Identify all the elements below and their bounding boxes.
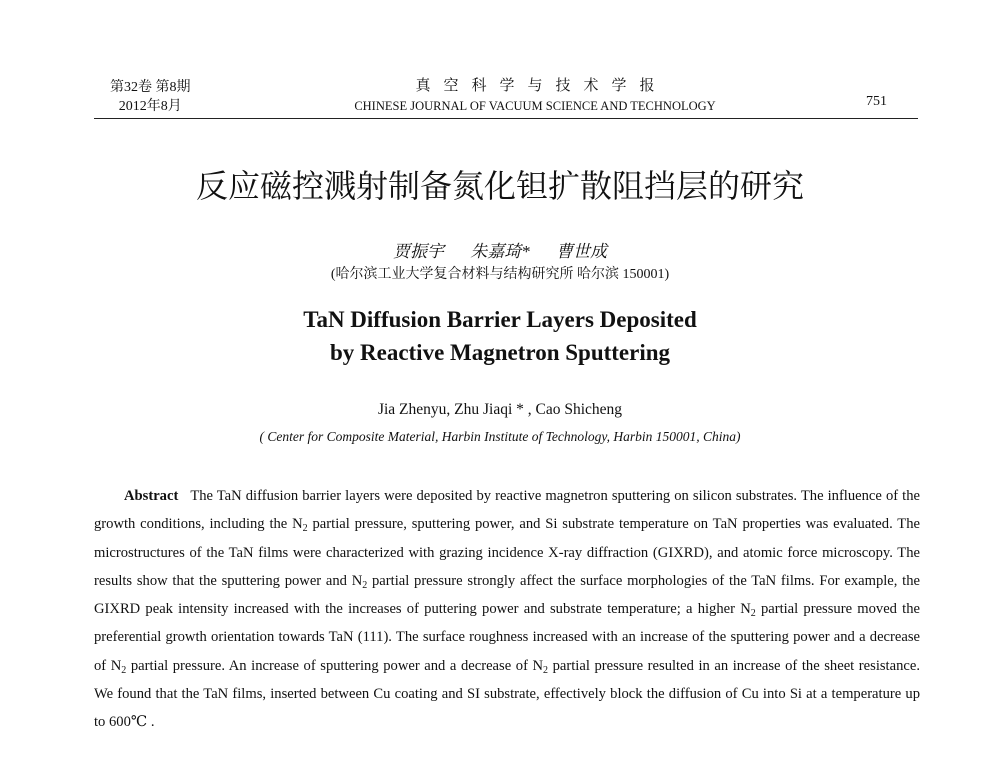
abstract-text: partial pressure resulted in an increase of the sheet resistance. We found that the TaN films, inserted between Cu coating and SI substrate, effectively block the diffusion of Cu into Si at a temperature up to 600℃ . xyxy=(94,657,920,731)
running-header-left xyxy=(110,78,191,116)
title-en-line-2: by Reactive Magnetron Sputtering xyxy=(329,340,671,365)
volume-issue: 第32卷 第8期 xyxy=(110,80,191,95)
abstract-label: Abstract xyxy=(124,488,179,504)
page-number: 751 xyxy=(866,94,887,109)
affiliation-cn: (哈尔滨工业大学复合材料与结构研究所 哈尔滨 150001) xyxy=(330,267,670,282)
abstract xyxy=(94,482,920,737)
title-en-line-1: TaN Diffusion Barrier Layers Deposited xyxy=(303,307,697,332)
abstract-text: The TaN diffusion barrier layers were deposited by reactive magnetron sputtering on silicon substrates. The influence of the growth conditions, including the N xyxy=(94,488,920,533)
header-rule xyxy=(94,118,918,119)
subscript: 2 xyxy=(362,579,368,591)
affiliation-en: ( Center for Composite Material, Harbin Institute of Technology, Harbin 150001, China) xyxy=(259,429,741,444)
authors-cn xyxy=(0,237,1000,262)
abstract-text: partial pressure. An increase of sputtering power and a decrease of N xyxy=(126,657,544,674)
abstract-text: partial pressure, sputtering power, and Si substrate temperature on TaN properties was evaluated. The microstructures of the TaN films were characterized with grazing incidence X-ray diffraction (GIXRD), and atomic force microscopy. The results show that the sputtering power and N xyxy=(94,516,921,589)
title-cn: 反应磁控溅射制备氮化钽扩散阻挡层的研究 xyxy=(195,168,804,204)
journal-name-cn: 真空科学与技术学报 xyxy=(415,78,668,94)
running-header-center xyxy=(330,76,740,115)
subscript: 2 xyxy=(543,664,549,676)
subscript: 2 xyxy=(750,608,756,620)
title-en xyxy=(0,303,1000,369)
author-cn: 曹世成 xyxy=(556,242,607,261)
abstract-text: partial pressure moved the preferential growth orientation towards TaN (111). The surface roughness increased with an increase of the sputtering power and a decrease of N xyxy=(94,601,920,674)
subscript: 2 xyxy=(302,523,308,535)
author-cn: 贾振宇 xyxy=(393,242,444,261)
abstract-text: partial pressure strongly affect the surface morphologies of the TaN films. For example, the GIXRD peak intensity increased with the increases of puttering power and substrate temperature; a higher N xyxy=(94,572,920,618)
subscript: 2 xyxy=(121,664,127,676)
journal-name-en: CHINESE JOURNAL OF VACUUM SCIENCE AND TECHNOLOGY xyxy=(354,99,716,113)
author-cn: 朱嘉琦* xyxy=(470,242,530,261)
authors-en: Jia Zhenyu, Zhu Jiaqi * , Cao Shicheng xyxy=(377,401,623,418)
publication-date: 2012年8月 xyxy=(118,99,182,114)
